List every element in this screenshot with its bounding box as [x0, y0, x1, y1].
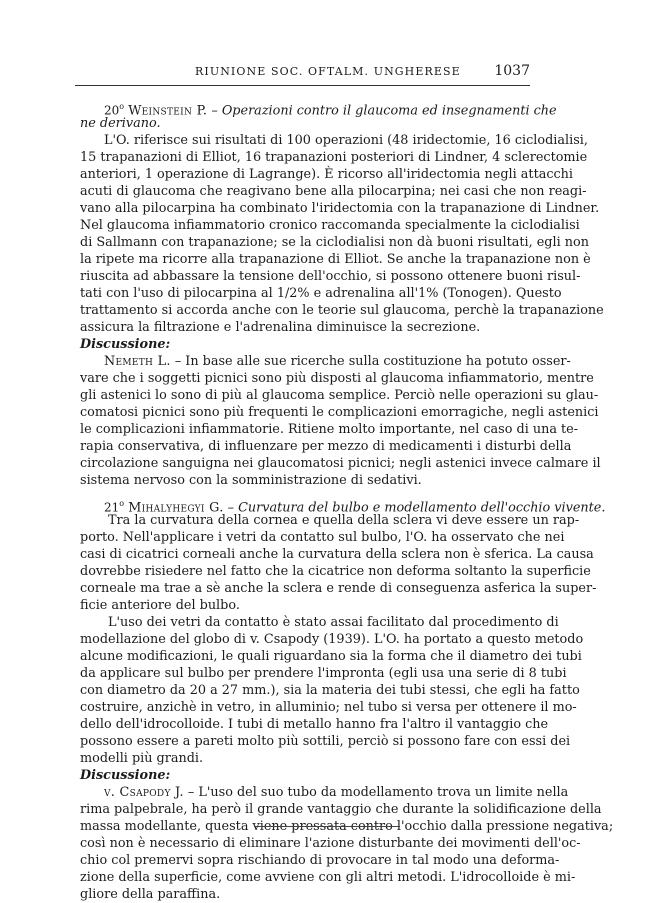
- paragraph-line: costruire, anzichè in vetro, in alluminio; nel tubo si versa per ottenere il mo-: [80, 700, 577, 715]
- paragraph-line: possono essere a pareti molto più sottili, perciò si possono fare con essi dei: [80, 734, 571, 749]
- paragraph-line: trattamento si accorda anche con le teorie sul glaucoma, perchè la trapanazione: [80, 303, 604, 318]
- discussion-line: così non è necessario di eliminare l'azione disturbante dei movimenti dell'oc-: [80, 836, 581, 851]
- discussion-label: Discussione:: [80, 337, 171, 352]
- paragraph-line: L'uso dei vetri da contatto è stato assai facilitato dal procedimento di: [108, 615, 559, 630]
- discussion-line: circolazione sanguigna nei glaucomatosi picnici; negli astenici invece calmare il: [80, 456, 601, 471]
- paragraph-line: porto. Nell'applicare i vetri da contatto sul bulbo, l'O. ha osservato che nei: [80, 530, 565, 545]
- paragraph-line: riuscita ad abbassare la tensione dell'occhio, si possono ottenere buoni risul-: [80, 269, 581, 284]
- header-rule: [75, 85, 530, 86]
- paper-title: Curvatura del bulbo e modellamento dell'occhio vivente.: [238, 500, 606, 516]
- running-title: RIUNIONE SOC. OFTALM. UNGHERESE: [195, 65, 461, 78]
- paragraph-line: 15 trapanazioni di Elliot, 16 trapanazioni posteriori di Lindner, 4 sclerectomie: [80, 150, 588, 165]
- discussion-line: vare che i soggetti picnici sono più disposti al glaucoma infiammatorio, mentre: [80, 371, 594, 386]
- discussion-line: rapia conservativa, di influenzare per mezzo di medicamenti i disturbi della: [80, 439, 572, 454]
- paragraph-line: di Sallmann con trapanazione; se la ciclodialisi non dà buoni risultati, egli non: [80, 235, 589, 250]
- author-name: Weinstein P.: [128, 103, 208, 119]
- paragraph-line: dovrebbe risiedere nel fatto che la cicatrice non deforma soltanto la superficie: [80, 564, 591, 579]
- discussion-line: comatosi picnici sono più frequenti le complicazioni emorragiche, negli astenici: [80, 405, 599, 420]
- paragraph-line: acuti di glaucoma che reagivano bene alla pilocarpina; nei casi che non reagi-: [80, 184, 587, 199]
- paper-title: Operazioni contro il glaucoma ed insegnamenti che: [221, 103, 557, 119]
- fraction: 1/2: [276, 286, 298, 301]
- discussion-line: Nemeth L. – In base alle sue ricerche sulla costituzione ha potuto osser-: [104, 354, 571, 369]
- paragraph-line: casi di cicatrici corneali anche la curvatura della sclera non è sferica. La causa: [80, 547, 594, 562]
- discussion-line: gliore della paraffina.: [80, 887, 221, 902]
- paragraph-line: alcune modificazioni, le quali riguardano sia la forma che il diametro dei tubi: [80, 649, 582, 664]
- discussion-line: massa modellante, questa viene pressata contro l'occhio dalla pressione negativa;: [80, 819, 614, 834]
- author-name: Mihalyhegyi G.: [128, 500, 224, 516]
- paragraph-line: anteriori, 1 operazione di Lagrange). È ricorso all'iridectomia negli attacchi: [80, 167, 574, 182]
- paragraph-line: L'O. riferisce sui risultati di 100 operazioni (48 iridectomie, 16 ciclodialisi,: [104, 133, 588, 148]
- section-20-heading: 20$^o$ Weinstein P. – Operazioni contro il glaucoma ed insegnamenti che: [104, 102, 557, 119]
- article-body: [80, 98, 614, 903]
- paragraph-line: con diametro da 20 a 27 mm.), sia la materia dei tubi stessi, che egli ha fatto: [80, 683, 580, 698]
- running-header: [75, 63, 530, 83]
- paragraph-line: Tra la curvatura della cornea e quella della sclera vi deve essere un rap-: [108, 513, 580, 528]
- paragraph-line: vano alla pilocarpina ha combinato l'iridectomia con la trapanazione di Lindner.: [80, 201, 600, 216]
- discussant-name: v. Csapody J.: [104, 785, 184, 800]
- paragraph-line: da applicare sul bulbo per prendere l'impronta (egli usa una serie di 8 tubi: [80, 666, 567, 681]
- discussion-line: chio col premervi sopra rischiando di provocare in tal modo una deforma-: [80, 853, 560, 868]
- paragraph-line: la ripete ma ricorre alla trapanazione di Elliot. Se anche la trapanazione non è: [80, 252, 591, 267]
- paragraph-line: modelli più grandi.: [80, 751, 204, 766]
- discussion-line: le complicazioni infiammatorie. Ritiene molto importante, nel caso di una te-: [80, 422, 579, 437]
- paragraph-line: modellazione del globo di v. Csapody (1939). L'O. ha portato a questo metodo: [80, 632, 584, 647]
- paragraph-line: assicura la filtrazione e l'adrenalina diminuisce la secrezione.: [80, 320, 481, 335]
- paragraph-line: corneale ma trae a sè anche la sclera e rende di conseguenza asferica la super-: [80, 581, 597, 596]
- end-rule: [255, 826, 400, 827]
- discussion-line: zione della superficie, come avviene con gli altri metodi. L'idrocolloide è mi-: [80, 870, 576, 885]
- paragraph-line: dello dell'idrocolloide. I tubi di metallo hanno fra l'altro il vantaggio che: [80, 717, 549, 732]
- section-21-heading: 21$^o$ Mihalyhegyi G. – Curvatura del bulbo e modellamento dell'occhio vivente.: [104, 499, 606, 516]
- paper-title-continued: ne derivano.: [80, 116, 161, 131]
- paragraph-line: tati con l'uso di pilocarpina al 1/2% e adrenalina all'1% (Tonogen). Questo: [80, 286, 562, 301]
- discussant-name: Nemeth L.: [104, 354, 171, 369]
- discussion-line: v. Csapody J. – L'uso del suo tubo da modellamento trova un limite nella: [104, 785, 569, 800]
- paragraph-line: ficie anteriore del bulbo.: [80, 598, 240, 613]
- discussion-label: Discussione:: [80, 768, 171, 783]
- paragraph-line: Nel glaucoma infiammatorio cronico raccomanda specialmente la ciclodialisi: [80, 218, 580, 233]
- page-number: 1037: [494, 63, 530, 79]
- discussion-line: rima palpebrale, ha però il grande vantaggio che durante la solidificazione della: [80, 802, 602, 817]
- discussion-line: gli astenici lo sono di più al glaucoma semplice. Perciò nelle operazioni su glau-: [80, 388, 599, 403]
- discussion-line: sistema nervoso con la somministrazione di sedativi.: [80, 473, 422, 488]
